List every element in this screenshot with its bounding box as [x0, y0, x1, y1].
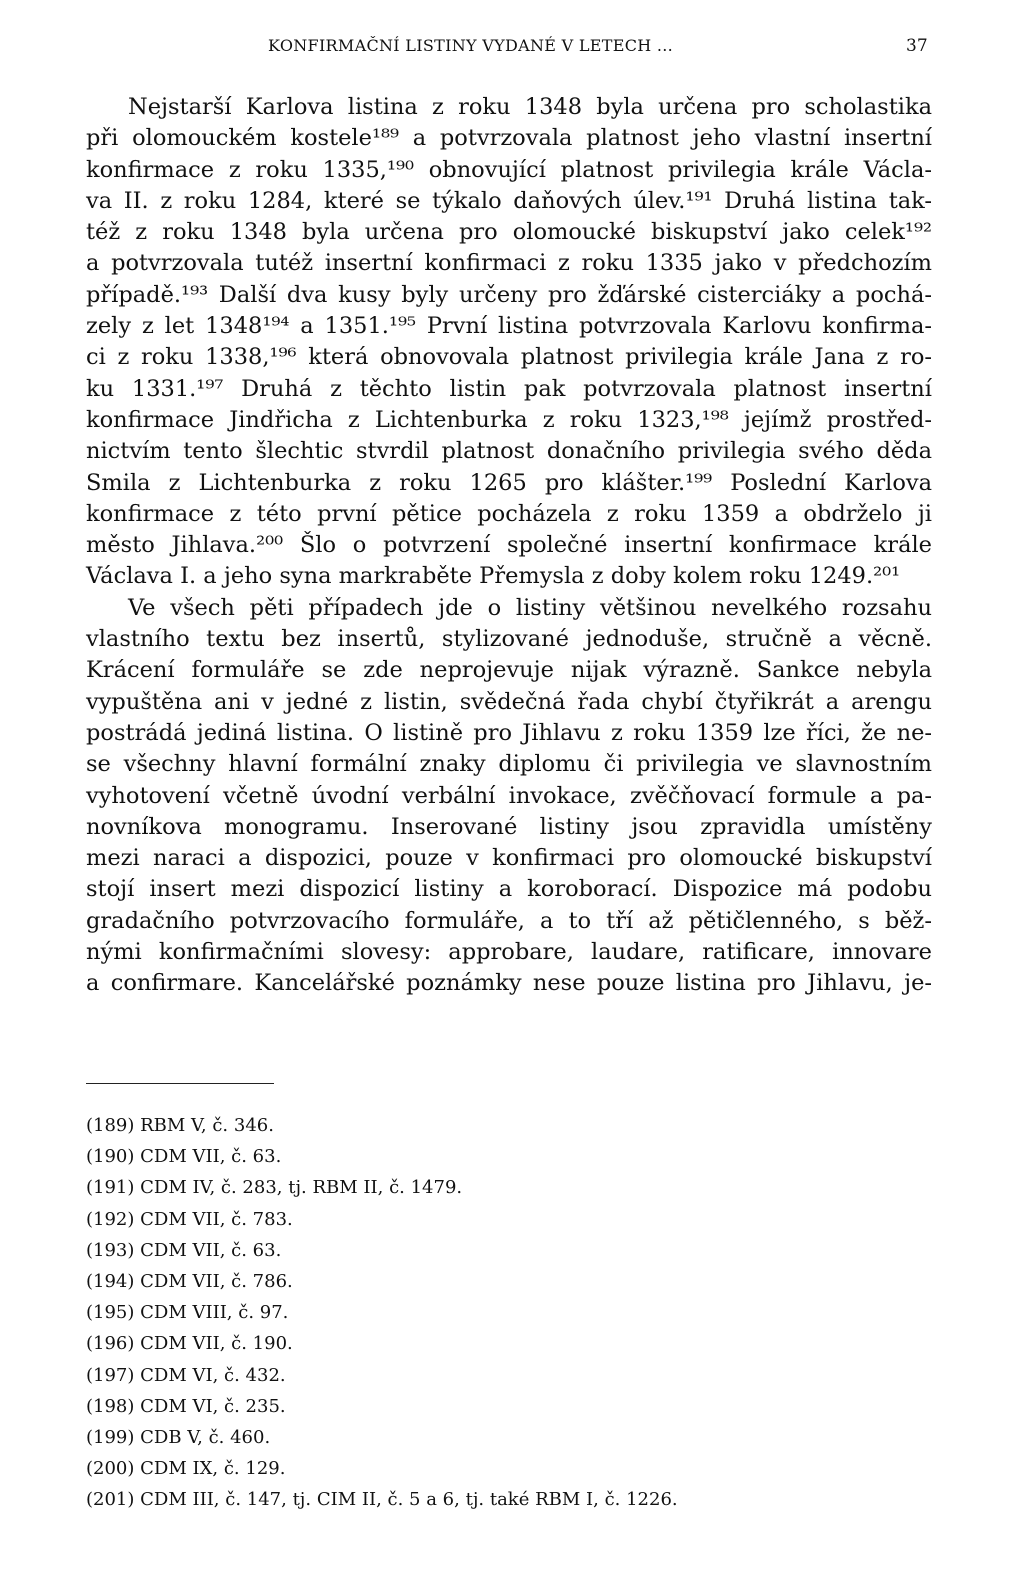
footnote: (189) RBM V, č. 346.	[86, 1115, 274, 1136]
footnote: (190) CDM VII, č. 63.	[86, 1146, 282, 1168]
body-line: Krácení formuláře se zde neprojevuje nijak výrazně. Sankce nebyla	[86, 657, 932, 684]
footnote: (200) CDM IX, č. 129.	[86, 1458, 286, 1480]
body-line: Nejstarší Karlova listina z roku 1348 byla určena pro scholastika	[128, 94, 932, 120]
body-line: gradačního potvrzovacího formuláře, a to tří až pětičlenného, s běž-	[86, 907, 932, 934]
body-line: konfirmace Jindřicha z Lichtenburka z roku 1323,¹⁹⁸ jejímž prostřed-	[86, 406, 932, 433]
footnotes	[86, 1110, 678, 1515]
body-line: a confirmare. Kancelářské poznámky nese pouze listina pro Jihlavu, je-	[86, 970, 932, 997]
body-line: Smila z Lichtenburka z roku 1265 pro klášter.¹⁹⁹ Poslední Karlova	[86, 469, 932, 496]
body-line: též z roku 1348 byla určena pro olomoucké biskupství jako celek¹⁹²	[86, 219, 932, 246]
body-line: va II. z roku 1284, které se týkalo daňových úlev.¹⁹¹ Druhá listina tak-	[86, 187, 932, 214]
body-line: město Jihlava.²⁰⁰ Šlo o potvrzení společné insertní konfirmace krále	[86, 532, 932, 559]
body-line: nictvím tento šlechtic stvrdil platnost donačního privilegia svého děda	[86, 438, 932, 465]
body-line: postrádá jediná listina. O listině pro Jihlavu z roku 1359 lze říci, že ne-	[86, 719, 932, 746]
body-line: při olomouckém kostele¹⁸⁹ a potvrzovala platnost jeho vlastní insertní	[86, 125, 932, 152]
body-line: konfirmace z roku 1335,¹⁹⁰ obnovující platnost privilegia krále Václa-	[86, 156, 932, 183]
body-line: Václava I. a jeho syna markraběte Přemysla z doby kolem roku 1249.²⁰¹	[86, 563, 901, 590]
footnote: (194) CDM VII, č. 786.	[86, 1270, 293, 1292]
body-line: zely z let 1348¹⁹⁴ a 1351.¹⁹⁵ První listina potvrzovala Karlovu konfirma-	[86, 313, 932, 340]
footnote-rule	[86, 1083, 274, 1084]
body-line: a potvrzovala tutéž insertní konfirmaci z roku 1335 jako v předchozím	[86, 250, 932, 277]
body-line: ku 1331.¹⁹⁷ Druhá z těchto listin pak potvrzovala platnost insertní	[86, 375, 932, 402]
body-line: vlastního textu bez insertů, stylizované jednoduše, stručně a věcně.	[86, 626, 932, 653]
body-line: konfirmace z této první pětice pocházela z roku 1359 a obdrželo ji	[86, 500, 932, 527]
footnote: (199) CDB V, č. 460.	[86, 1426, 271, 1448]
footnote: (191) CDM IV, č. 283, tj. RBM II, č. 1479.	[86, 1177, 463, 1199]
body-line: ci z roku 1338,¹⁹⁶ která obnovovala platnost privilegia krále Jana z ro-	[86, 344, 932, 371]
footnote: (198) CDM VI, č. 235.	[86, 1395, 286, 1417]
body-text	[86, 92, 932, 1000]
page-number: 37	[906, 36, 928, 56]
body-line: Ve všech pěti případech jde o listiny většinou nevelkého rozsahu	[128, 594, 932, 621]
body-line: mezi naraci a dispozici, pouze v konfirmaci pro olomoucké biskupství	[86, 845, 932, 872]
running-head: KONFIRMAČNÍ LISTINY VYDANÉ V LETECH ...	[268, 36, 674, 55]
footnote: (201) CDM III, č. 147, tj. CIM II, č. 5 a 6, tj. také RBM I, č. 1226.	[86, 1489, 678, 1511]
footnote: (193) CDM VII, č. 63.	[86, 1239, 282, 1261]
body-line: vypuštěna ani v jedné z listin, svědečná řada chybí čtyřikrát a arengu	[86, 688, 932, 715]
body-line: novníkova monogramu. Inserované listiny jsou zpravidla umístěny	[86, 813, 932, 840]
body-line: nými konfirmačními slovesy: approbare, laudare, ratificare, innovare	[86, 939, 932, 966]
body-line: stojí insert mezi dispozicí listiny a koroborací. Dispozice má podobu	[86, 876, 932, 903]
body-line: se všechny hlavní formální znaky diplomu či privilegia ve slavnostním	[86, 751, 932, 778]
footnote: (196) CDM VII, č. 190.	[86, 1333, 293, 1355]
body-line: vyhotovení včetně úvodní verbální invokace, zvěčňovací formule a pa-	[86, 782, 932, 809]
footnote: (195) CDM VIII, č. 97.	[86, 1302, 289, 1324]
footnote: (197) CDM VI, č. 432.	[86, 1364, 286, 1386]
footnote: (192) CDM VII, č. 783.	[86, 1208, 293, 1230]
body-line: případě.¹⁹³ Další dva kusy byly určeny pro žďárské cisterciáky a pochá-	[86, 281, 932, 308]
